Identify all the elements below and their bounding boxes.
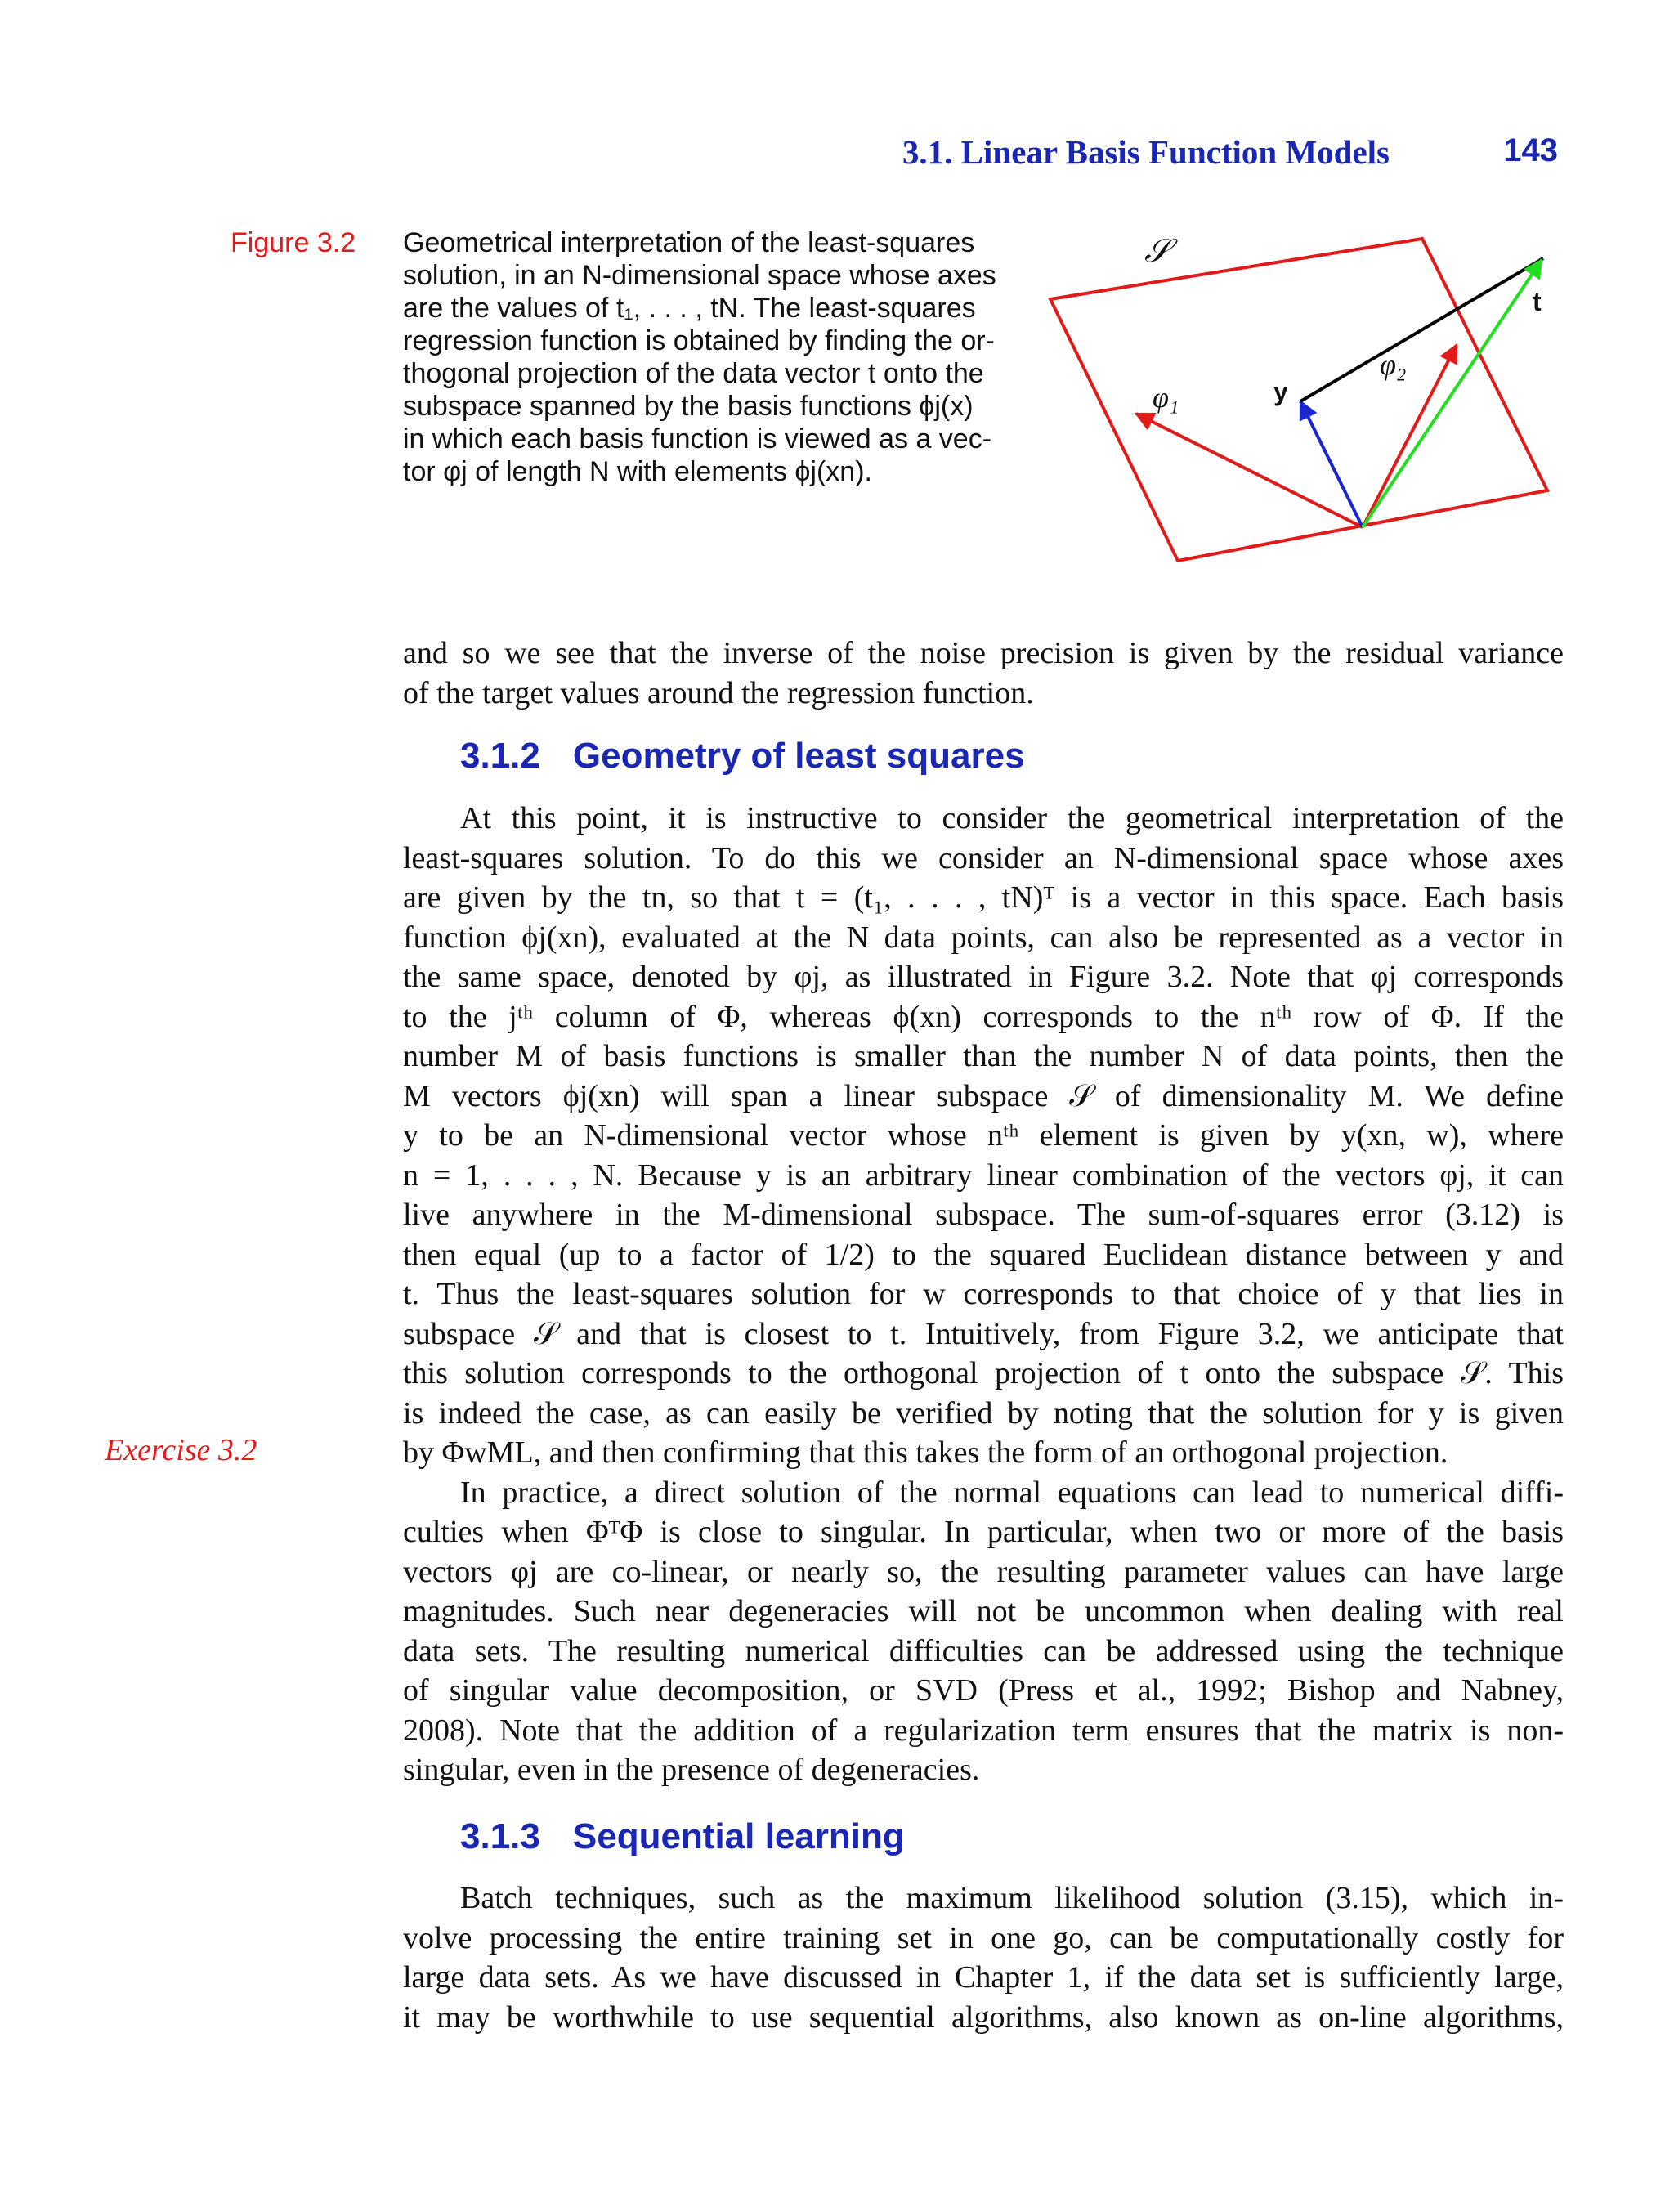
section-heading-3-1-3 (460, 1816, 905, 1857)
text-line: At this point, it is instructive to consider the geometrical interpretation of the (460, 801, 1564, 835)
phi2-vector (1363, 345, 1457, 527)
text-line: are given by the tn, so that t = (t₁, . . . , tN)ᵀ is a vector in this space. Each basis (403, 880, 1564, 915)
text-line: is indeed the case, as can easily be verified by noting that the solution for y is given (403, 1395, 1564, 1431)
text-line: culties when ΦᵀΦ is close to singular. In particular, when two or more of the basis (403, 1515, 1564, 1549)
caption-line: subspace spanned by the basis functions ϕj(x) (403, 391, 974, 422)
text-line: n = 1, . . . , N. Because y is an arbitrary linear combination of the vectors φj, it can (403, 1157, 1564, 1193)
y-vector (1300, 401, 1363, 527)
text-line: function ϕj(xn), evaluated at the N data points, can also be represented as a vector in (403, 920, 1564, 955)
section-number: 3.1.3 (460, 1816, 540, 1856)
y-label: y (1273, 377, 1288, 406)
caption-line: in which each basis function is viewed as a vec- (403, 423, 992, 454)
figure-caption (403, 226, 1032, 488)
text-line: magnitudes. Such near degeneracies will not be uncommon when dealing with real (403, 1594, 1564, 1628)
caption-line: Geometrical interpretation of the least-squares (403, 227, 975, 258)
text-line: live anywhere in the M-dimensional subspace. The sum-of-squares error (3.12) is (403, 1198, 1564, 1232)
phi1-vector (1136, 414, 1363, 527)
sequential-paragraph (403, 1878, 1564, 2037)
section-heading-3-1-2 (460, 736, 1025, 777)
text-line: subspace 𝒮 and that is closest to t. Intuitively, from Figure 3.2, we anticipate that (403, 1316, 1564, 1351)
section-number: 3.1.2 (460, 736, 540, 776)
phi2-label: φ₂ (1380, 348, 1407, 381)
exercise-margin-note[interactable]: Exercise 3.2 (105, 1433, 257, 1467)
caption-line: solution, in an N-dimensional space whose axes (403, 260, 996, 291)
caption-line: are the values of t₁, . . . , tN. The least-squares (403, 293, 976, 324)
subspace-plane (1050, 239, 1547, 561)
caption-line: regression function is obtained by finding the or- (403, 325, 995, 356)
text-line: the same space, denoted by φj, as illustrated in Figure 3.2. Note that φj corresponds (403, 960, 1564, 994)
text-line: Batch techniques, such as the maximum likelihood solution (3.15), which in- (460, 1881, 1564, 1915)
caption-line: thogonal projection of the data vector t onto the (403, 358, 984, 389)
text-line: by ΦwML, and then confirming that this takes the form of an orthogonal projection. (403, 1435, 1448, 1470)
section-title: Sequential learning (572, 1816, 905, 1856)
section-title: Geometry of least squares (572, 736, 1025, 776)
residual-line (1300, 258, 1543, 401)
text-line: data sets. The resulting numerical difficulties can be addressed using the technique (403, 1633, 1564, 1668)
page-number: 143 (1503, 132, 1558, 168)
text-line: volve processing the entire training set in one go, can be computationally costly for (403, 1920, 1564, 1955)
least-squares-geometry-diagram (1038, 221, 1569, 580)
subspace-label: 𝒮 (1144, 232, 1170, 269)
figure-label: Figure 3.2 (231, 227, 356, 258)
text-line: 2008). Note that the addition of a regularization term ensures that the matrix is non- (403, 1713, 1564, 1748)
geometry-paragraph (403, 799, 1564, 1790)
text-line: of singular value decomposition, or SVD (Press et al., 1992; Bishop and Nabney, (403, 1673, 1564, 1708)
text-line: it may be worthwhile to use sequential algorithms, also known as on-line algorithms, (403, 1999, 1564, 2035)
text-line: of the target values around the regression function. (403, 675, 1034, 710)
text-line: this solution corresponds to the orthogonal projection of t onto the subspace 𝒮. This (403, 1356, 1564, 1390)
text-line: singular, even in the presence of degeneracies. (403, 1753, 980, 1787)
text-line: large data sets. As we have discussed in Chapter 1, if the data set is sufficiently large, (403, 1960, 1564, 1995)
caption-line: tor φj of length N with elements ϕj(xn). (403, 456, 872, 487)
running-header-title: 3.1. Linear Basis Function Models (902, 133, 1390, 171)
text-line: to the jᵗʰ column of Φ, whereas ϕ(xn) corresponds to the nᵗʰ row of Φ. If the (403, 999, 1564, 1034)
text-line: and so we see that the inverse of the noise precision is given by the residual variance (403, 636, 1564, 670)
phi1-label: φ₁ (1153, 381, 1179, 414)
text-line: In practice, a direct solution of the normal equations can lead to numerical diffi- (460, 1475, 1564, 1510)
text-line: vectors φj are co-linear, or nearly so, the resulting parameter values can have large (403, 1554, 1564, 1589)
intro-paragraph (403, 634, 1564, 713)
t-label: t (1533, 287, 1542, 316)
text-line: y to be an N-dimensional vector whose nᵗʰ element is given by y(xn, w), where (403, 1118, 1564, 1153)
text-line: t. Thus the least-squares solution for w corresponds to that choice of y that lies in (403, 1277, 1564, 1311)
text-line: least-squares solution. To do this we consider an N-dimensional space whose axes (403, 840, 1564, 875)
text-line: then equal (up to a factor of 1/2) to the squared Euclidean distance between y and (403, 1237, 1564, 1272)
text-line: M vectors ϕj(xn) will span a linear subspace 𝒮 of dimensionality M. We define (403, 1078, 1564, 1113)
text-line: number M of basis functions is smaller than the number N of data points, then the (403, 1039, 1564, 1073)
